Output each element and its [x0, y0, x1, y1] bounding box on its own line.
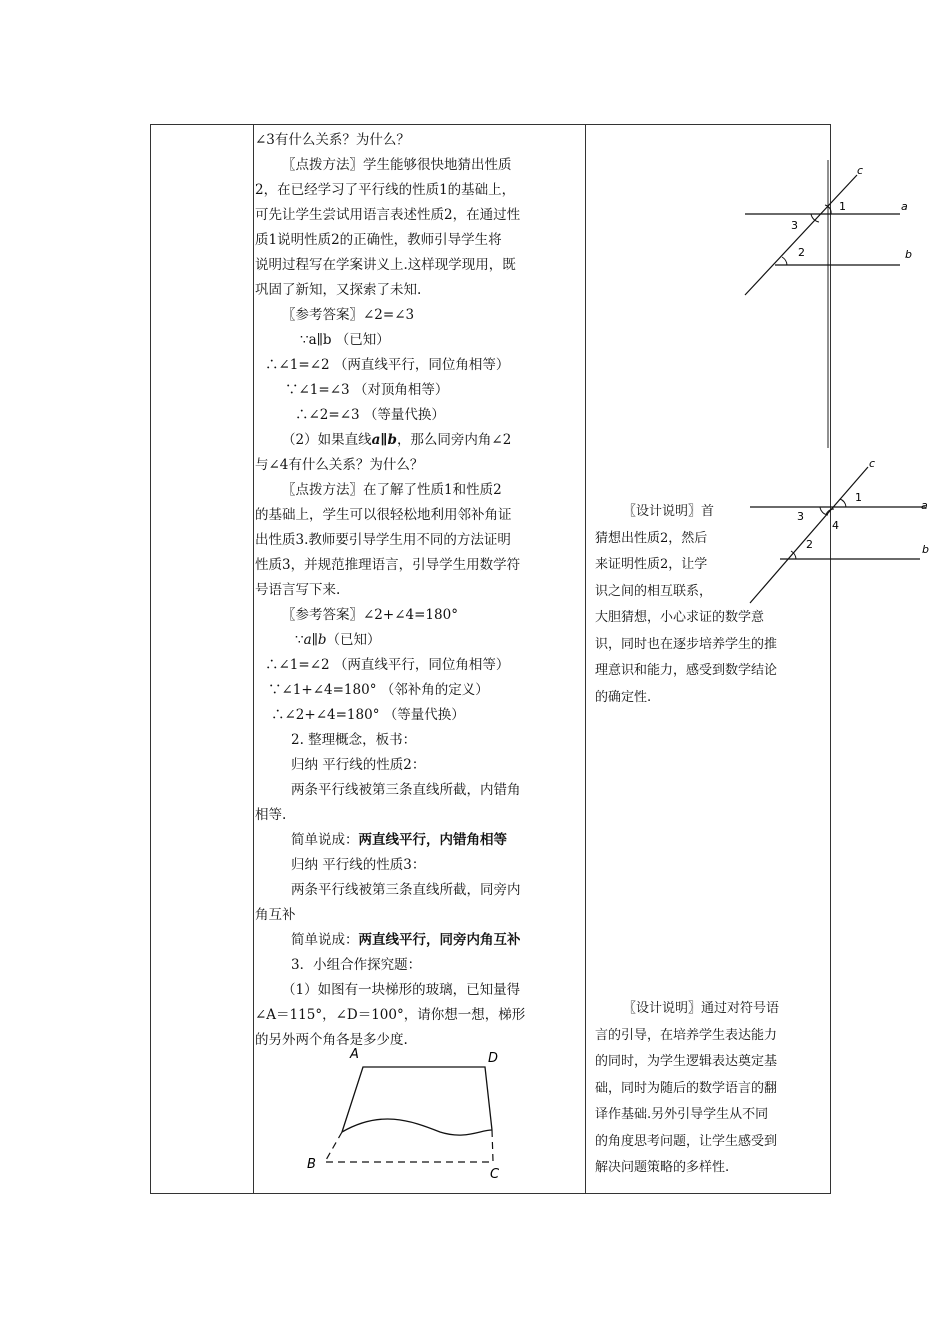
vertex-a-label: A	[350, 1047, 359, 1062]
teaching-process-column	[255, 128, 580, 1053]
note-line: 言的引导，在培养学生表达能力	[595, 1027, 778, 1043]
note-line: 识，同时也在逐步培养学生的推	[595, 636, 778, 652]
text-line: 质1说明性质2的正确性，教师引导学生将	[255, 232, 502, 248]
missing-side-dc	[492, 1130, 493, 1161]
text-fragment: （已知）	[326, 632, 381, 648]
text-line: 的基础上，学生可以很轻松地利用邻补角证	[255, 507, 512, 523]
angle-2-label: 2	[806, 538, 813, 551]
note-line: 〖设计说明〗通过对符号语	[623, 1001, 780, 1016]
label-b: b	[905, 248, 912, 261]
text-line: 3．小组合作探究题：	[291, 957, 422, 973]
line-c	[750, 467, 868, 603]
proof-line: ∴∠1=∠2 （两直线平行，同位角相等）	[265, 357, 510, 373]
text-line	[255, 928, 580, 953]
text-fragment: ∵	[295, 632, 304, 648]
trapezoid-glass-figure	[300, 1040, 515, 1185]
broken-edge	[342, 1119, 492, 1135]
text-line: 归纳 平行线的性质3：	[291, 857, 426, 873]
label-b: b	[922, 543, 929, 556]
angle-2-label: 2	[798, 246, 805, 259]
text-fragment: （2）如果直线	[282, 432, 372, 448]
note-line: 猜想出性质2，然后	[595, 530, 708, 546]
vertex-d-label: D	[488, 1051, 499, 1066]
proof-line	[255, 628, 580, 653]
text-line: 2. 整理概念，板书：	[291, 732, 417, 748]
text-line: ∠3有什么关系？为什么？	[255, 132, 410, 148]
text-line: 2，在已经学习了平行线的性质1的基础上，	[255, 182, 516, 198]
angle-arc	[840, 499, 846, 507]
text-line: ∠A＝115°，∠D＝100°，请你想一想，梯形	[255, 1007, 526, 1023]
parallel-lines-figure-2	[740, 455, 935, 605]
note-line: 大胆猜想，小心求证的数学意	[595, 610, 765, 625]
missing-side-ab	[326, 1132, 342, 1160]
text-fragment: 简单说成：	[291, 932, 359, 948]
text-line: （1）如图有一块梯形的玻璃，已知量得	[282, 982, 521, 998]
text-line: 归纳 平行线的性质2：	[291, 757, 426, 773]
math-expression: a∥b	[303, 632, 327, 648]
label-a: a	[901, 200, 908, 213]
label-c: c	[869, 457, 876, 470]
note-line: 础，同时为随后的数学语言的翻	[595, 1080, 778, 1096]
vertex-b-label: B	[307, 1157, 316, 1172]
text-fragment: ，那么同旁内角∠2	[396, 432, 512, 448]
text-line: 〖参考答案〗∠2+∠4=180°	[282, 607, 458, 623]
text-line	[255, 828, 580, 853]
text-line: 〖点拨方法〗在了解了性质1和性质2	[282, 482, 502, 498]
property-summary: 两直线平行，同旁内角互补	[358, 932, 521, 948]
text-line: 与∠4有什么关系？为什么？	[255, 457, 424, 473]
text-line: 两条平行线被第三条直线所截，内错角	[291, 782, 521, 798]
text-line: 相等.	[255, 807, 287, 823]
note-line: 来证明性质2，让学	[595, 557, 708, 572]
angle-3-label: 3	[797, 510, 804, 523]
angle-arc	[811, 214, 819, 222]
text-fragment: 简单说成：	[291, 832, 359, 848]
column-divider-2	[585, 125, 586, 1193]
proof-line: ∵∠1+∠4=180° （邻补角的定义）	[268, 682, 489, 698]
proof-line: ∵∠1=∠3 （对顶角相等）	[285, 382, 449, 398]
parallel-lines-figure-1	[735, 160, 920, 450]
label-c: c	[857, 164, 864, 177]
proof-line: ∴∠1=∠2 （两直线平行，同位角相等）	[265, 657, 510, 673]
note-line: 〖设计说明〗首	[623, 504, 715, 519]
property-summary: 两直线平行，内错角相等	[358, 832, 507, 848]
design-note-2	[595, 996, 825, 1182]
text-line: 〖点拨方法〗学生能够很快地猜出性质	[282, 157, 512, 173]
text-line	[255, 428, 580, 453]
proof-line: ∵a∥b （已知）	[300, 332, 390, 348]
note-line: 译作基础.另外引导学生从不同	[595, 1107, 769, 1122]
text-line: 性质3，并规范推理语言，引导学生用数学符	[255, 557, 521, 573]
text-line: 可先让学生尝试用语言表述性质2，在通过性	[255, 207, 521, 223]
proof-line: ∴∠2=∠3 （等量代换）	[295, 407, 445, 423]
note-line: 解决问题策略的多样性.	[595, 1160, 730, 1175]
text-line: 角互补	[255, 907, 296, 923]
text-line: 〖参考答案〗∠2=∠3	[282, 307, 415, 323]
angle-arc	[782, 257, 787, 265]
text-line: 两条平行线被第三条直线所截，同旁内	[291, 882, 521, 898]
angle-1-label: 1	[855, 491, 862, 504]
line-c	[745, 175, 857, 295]
angle-4-label: 4	[832, 519, 839, 532]
text-line: 出性质3.教师要引导学生用不同的方法证明	[255, 532, 511, 548]
text-line: 的另外两个角各是多少度.	[255, 1032, 408, 1048]
proof-line: ∴∠2+∠4=180° （等量代换）	[271, 707, 465, 723]
text-line: 说明过程写在学案讲义上.这样现学现用，既	[255, 257, 516, 273]
note-line: 识之间的相互联系，	[595, 583, 713, 599]
angle-3-label: 3	[791, 219, 798, 232]
note-line: 理意识和能力，感受到数学结论	[595, 663, 778, 678]
note-line: 的确定性.	[595, 689, 652, 705]
math-expression: a∥b	[371, 432, 397, 448]
note-line: 的角度思考问题，让学生感受到	[595, 1133, 778, 1149]
vertex-c-label: C	[490, 1167, 500, 1182]
label-a: a	[921, 499, 928, 512]
column-divider-1	[253, 125, 254, 1193]
text-line: 巩固了新知，又探索了未知.	[255, 282, 422, 298]
text-line: 号语言写下来.	[255, 582, 341, 598]
note-line: 的同时，为学生逻辑表达奠定基	[595, 1054, 778, 1069]
angle-1-label: 1	[839, 200, 846, 213]
